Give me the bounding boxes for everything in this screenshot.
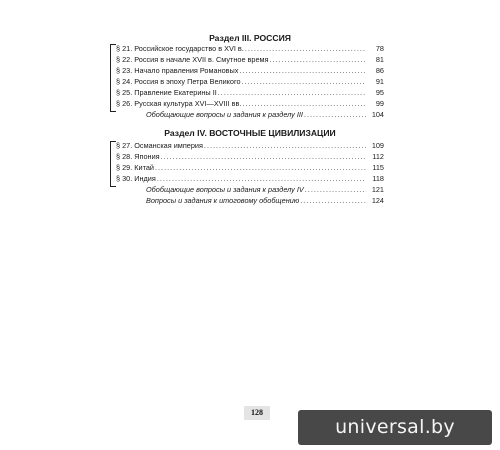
toc-entry[interactable]: § 23. Начало правления Романовых ..... 86 bbox=[116, 65, 384, 76]
toc-entry[interactable]: § 26. Русская культура XVI—XVIII вв. ..... 99 bbox=[116, 98, 384, 109]
toc-entry[interactable]: § 24. Россия в эпоху Петра Великого ..... 91 bbox=[116, 76, 384, 87]
toc-entry-review[interactable]: Обобщающие вопросы и задания к разделу III ..... 104 bbox=[116, 109, 384, 120]
section-3-toc-list bbox=[116, 43, 384, 120]
watermark-logo: universal.by bbox=[298, 410, 492, 445]
toc-entry-review[interactable]: Обобщающие вопросы и задания к разделу IV ..... 121 bbox=[116, 184, 384, 195]
toc-entry[interactable]: § 21. Российское государство в XVI в. ..... 78 bbox=[116, 43, 384, 54]
toc-entry-final-review[interactable]: Вопросы и задания к итоговому обобщению ..... 124 bbox=[116, 195, 384, 206]
section-4-title: Раздел IV. ВОСТОЧНЫЕ ЦИВИЛИЗАЦИИ bbox=[164, 128, 336, 138]
page-number: 128 bbox=[244, 406, 270, 420]
toc-entry[interactable]: § 22. Россия в начале XVII в. Смутное время ..... 81 bbox=[116, 54, 384, 65]
section-4-toc-list bbox=[116, 140, 384, 206]
toc-entry[interactable]: § 27. Османская империя ..... 109 bbox=[116, 140, 384, 151]
section-3-title: Раздел III. РОССИЯ bbox=[209, 33, 291, 43]
toc-entry[interactable]: § 30. Индия ..... 118 bbox=[116, 173, 384, 184]
toc-entry[interactable]: § 29. Китай ..... 115 bbox=[116, 162, 384, 173]
toc-entry[interactable]: § 25. Правление Екатерины II ..... 95 bbox=[116, 87, 384, 98]
toc-entry[interactable]: § 28. Япония ..... 112 bbox=[116, 151, 384, 162]
